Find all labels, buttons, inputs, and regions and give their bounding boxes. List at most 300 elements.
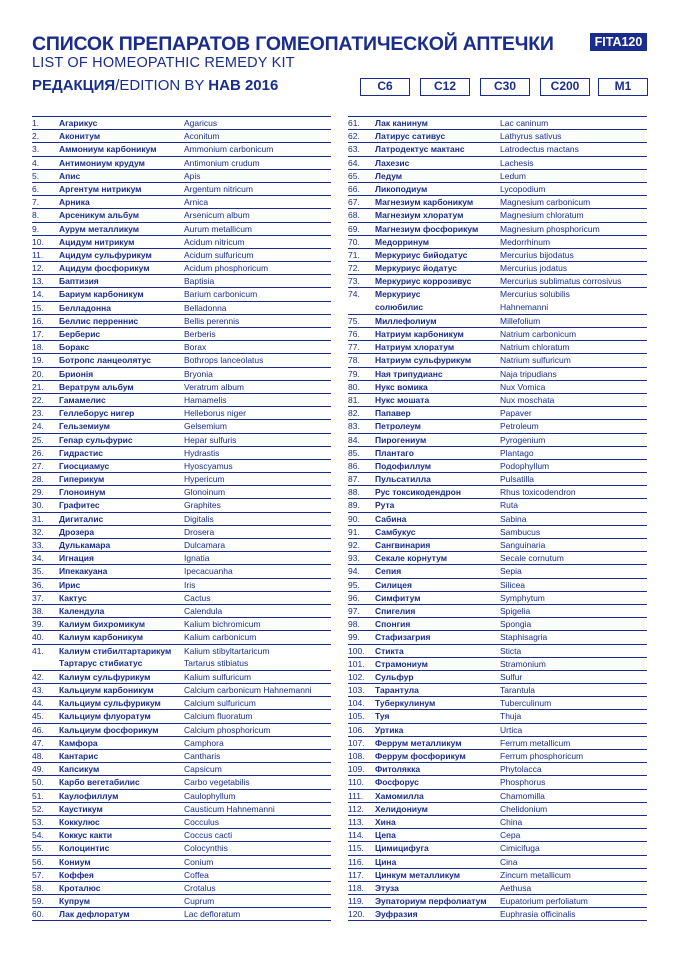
remedy-number: 39. [32,619,44,630]
remedy-name-latin: Latrodectus mactans [500,144,579,155]
remedy-name-ru: Гельземиум [59,421,110,432]
remedy-row [32,539,331,552]
remedy-name-ru: Игнация [59,553,94,564]
remedy-number: 120. [348,909,365,920]
remedy-name-ru: Стафизагрия [375,632,431,643]
remedy-number: 99. [348,632,360,643]
remedy-name-ru: Меркуриус йодатус [375,263,457,274]
remedy-number: 46. [32,724,44,735]
remedy-name-latin: Pulsatilla [500,474,535,485]
remedy-number: 97. [348,605,360,616]
remedy-name-ru: Арника [59,197,90,208]
remedy-name-ru: Дулькамара [59,540,111,550]
remedy-name-latin: Calcium phosphoricum [184,724,271,735]
remedy-name-ru: Латирус сативус [375,131,446,142]
remedy-row [348,618,647,631]
remedy-row [348,288,647,314]
remedy-number: 114. [348,830,364,841]
remedy-name-ru: Страмониум [375,658,428,669]
remedy-name-ru: Калиум бихромикум [59,619,146,630]
remedy-name-ru: Сульфур [375,671,414,682]
remedy-number: 64. [348,157,360,168]
remedy-number: 102. [348,671,365,682]
remedy-row [348,460,647,473]
remedy-number: 88. [348,487,360,498]
remedy-name-latin: Coffea [184,869,209,880]
remedy-name-ru: Эуфразия [375,909,418,920]
remedy-number: 30. [32,500,44,511]
remedy-number: 63. [348,144,360,155]
remedy-number: 89. [348,500,360,511]
remedy-name-latin: Nux Vomica [500,381,546,392]
potency-m1: M1 [598,78,648,96]
remedy-name-ru: Коффея [59,869,94,880]
remedy-name-latin: Hydrastis [184,447,220,458]
remedy-number: 41. [32,645,44,656]
remedy-name-latin: Mercurius jodatus [500,263,568,274]
remedy-number: 43. [32,685,44,696]
page-subtitle: LIST OF HOMEOPATHIC REMEDY KIT [32,55,295,71]
remedy-row [32,816,331,829]
remedy-number: 93. [348,553,360,564]
remedy-name-ru: Камфора [59,737,98,748]
remedy-name-latin: Symphytum [500,592,545,603]
remedy-name-ru: Калиум стибилтартарикум Тартарус стибиатус [59,645,172,668]
remedy-row [32,302,331,315]
remedy-number: 17. [32,329,44,339]
remedy-name-ru: Фитолякка [375,764,421,775]
remedy-name-latin: Argentum nitricum [184,183,253,194]
remedy-row [32,552,331,565]
remedy-name-latin: Hepar sulfuris [184,434,237,445]
remedy-name-ru: Папавер [375,408,411,419]
remedy-number: 119. [348,896,364,907]
remedy-row [348,605,647,618]
remedy-name-latin: Kalium carbonicum [184,632,257,643]
remedy-name-latin: Eupatorium perfoliatum [500,896,588,907]
remedy-row [348,895,647,908]
remedy-name-ru: Лак дефлоратум [59,909,130,920]
remedy-number: 51. [32,790,44,801]
remedy-name-latin: Calcium sulfuricum [184,698,256,709]
remedy-row [348,420,647,433]
remedy-name-ru: Петролеум [375,421,421,432]
remedy-name-ru: Хамомилла [375,790,424,801]
remedy-number: 73. [348,276,360,287]
remedy-name-latin: Ignatia [184,553,210,564]
remedy-name-latin: Millefolium [500,315,541,326]
remedy-row [348,170,647,183]
remedy-row [348,447,647,460]
remedy-name-ru: Феррум металликум [375,737,462,748]
remedy-name-ru: Кониум [59,856,91,867]
remedy-name-latin: China [500,816,523,827]
remedy-name-ru: Самбукус [375,526,416,537]
remedy-name-latin: Apis [184,170,201,181]
remedy-row [32,157,331,170]
remedy-row [32,170,331,183]
remedy-row [348,882,647,895]
remedy-number: 49. [32,764,44,775]
remedy-number: 111. [348,790,364,801]
remedy-number: 15. [32,302,44,313]
remedy-row [348,539,647,552]
remedy-number: 33. [32,540,44,550]
remedy-name-ru: Нукс вомика [375,381,428,392]
remedy-name-latin: Zincum metallicum [500,869,571,880]
remedy-row [32,882,331,895]
remedy-row [348,130,647,143]
remedy-name-ru: Кальциум фосфорикум [59,724,159,735]
remedy-row [348,368,647,381]
remedy-name-latin: Belladonna [184,302,227,313]
edition-line [32,77,278,94]
remedy-name-ru: Ликоподиум [375,183,428,194]
remedy-row [348,763,647,776]
remedy-number: 65. [348,170,360,181]
remedy-number: 8. [32,210,40,221]
remedy-name-ru: Апис [59,170,81,181]
remedy-number: 82. [348,408,360,419]
remedy-row [32,460,331,473]
remedy-name-latin: Baptisia [184,276,215,287]
remedy-name-ru: Белладонна [59,302,111,313]
remedy-name-ru: Каулофиллум [59,790,119,801]
remedy-name-ru: Туберкулинум [375,698,436,709]
remedy-row [32,579,331,592]
remedy-number: 36. [32,579,44,590]
remedy-name-latin: Cimicifuga [500,843,540,854]
remedy-number: 90. [348,513,360,524]
remedy-row [348,315,647,328]
remedy-name-latin: Podophyllum [500,460,550,471]
remedy-name-latin: Calcium fluoratum [184,711,253,722]
remedy-name-latin: Acidum phosphoricum [184,263,269,274]
remedy-name-ru: Феррум фосфорикум [375,751,466,762]
remedy-name-latin: Bothrops lanceolatus [184,355,264,366]
remedy-name-latin: Kalium sulfuricum [184,671,252,682]
remedy-row [348,513,647,526]
remedy-row [348,790,647,803]
remedy-name-ru: Ледум [375,170,403,181]
remedy-name-ru: Бариум карбоникум [59,289,144,300]
remedy-number: 71. [348,249,360,260]
remedy-name-latin: Glonoinum [184,487,226,498]
remedy-name-ru: Калиум сульфурикум [59,671,151,682]
remedy-number: 50. [32,777,44,788]
remedy-number: 72. [348,263,360,274]
remedy-row [348,842,647,855]
remedy-name-latin: Phytolacca [500,764,542,775]
remedy-name-latin: Calendula [184,605,223,616]
remedy-number: 77. [348,342,360,353]
remedy-row [32,565,331,578]
remedy-row [32,618,331,631]
remedy-name-ru: Кальциум карбоникум [59,685,154,696]
remedy-list-right [348,116,647,921]
edition-hab: HAB 2016 [208,77,279,94]
remedy-name-ru: Карбо вегетабилис [59,777,140,788]
remedy-name-ru: Колоцинтис [59,843,110,854]
remedy-name-ru: Боракс [59,342,90,353]
remedy-row [348,473,647,486]
remedy-number: 52. [32,803,44,814]
remedy-row [32,394,331,407]
remedy-row [32,737,331,750]
remedy-name-ru: Гамамелис [59,394,106,405]
remedy-name-latin: Natrium sulfuricum [500,355,571,366]
remedy-name-latin: Natrium chloratum [500,342,570,353]
remedy-row [32,262,331,275]
remedy-number: 117. [348,869,364,880]
remedy-row [32,605,331,618]
remedy-number: 34. [32,553,44,564]
remedy-name-ru: Цинкум металликум [375,869,461,880]
remedy-name-latin: Petroleum [500,421,539,432]
remedy-number: 55. [32,843,44,854]
remedy-name-ru: Натриум сульфурикум [375,355,472,366]
remedy-name-ru: Коккус какти [59,830,113,841]
remedy-row [32,776,331,789]
remedy-name-ru: Кальциум флуоратум [59,711,151,722]
remedy-number: 78. [348,355,360,366]
remedy-name-latin: Berberis [184,329,216,339]
remedy-name-latin: Sticta [500,645,522,656]
remedy-number: 84. [348,434,360,445]
remedy-name-latin: Iris [184,579,196,590]
remedy-row [32,183,331,196]
remedy-row [348,183,647,196]
remedy-row [348,394,647,407]
remedy-name-ru: Уртика [375,724,404,735]
remedy-number: 1. [32,118,40,128]
remedy-name-ru: Ацидум сульфурикум [59,249,152,260]
remedy-name-latin: Ferrum metallicum [500,737,571,748]
remedy-name-latin: Secale cornutum [500,553,564,564]
remedy-row [348,209,647,222]
remedy-row [348,341,647,354]
remedy-number: 116. [348,856,364,867]
remedy-name-ru: Ипекакуана [59,566,108,577]
remedy-row [32,592,331,605]
remedy-number: 61. [348,118,360,128]
remedy-row [32,750,331,763]
remedy-name-latin: Cepa [500,830,521,841]
remedy-name-ru: Нукс мошата [375,394,430,405]
remedy-number: 104. [348,698,365,709]
remedy-name-latin: Colocynthis [184,843,228,854]
remedy-number: 2. [32,131,40,142]
remedy-name-latin: Phosphorus [500,777,546,788]
remedy-name-latin: Capsicum [184,764,222,775]
remedy-number: 100. [348,645,365,656]
remedy-name-ru: Натриум карбоникум [375,329,464,340]
remedy-name-latin: Natrium carbonicum [500,329,577,340]
remedy-number: 18. [32,342,44,353]
remedy-name-latin: Hypericum [184,474,225,485]
remedy-row [348,816,647,829]
remedy-name-ru: Аммониум карбоникум [59,144,157,155]
remedy-number: 20. [32,368,44,379]
remedy-name-latin: Antimonium crudum [184,157,260,168]
remedy-name-latin: Carbo vegetabilis [184,777,250,788]
remedy-name-latin: Lachesis [500,157,534,168]
remedy-name-ru: Меркуриус бийодатус [375,249,468,260]
remedy-row [348,803,647,816]
remedy-row [348,407,647,420]
remedy-row [348,143,647,156]
remedy-name-latin: Lathyrus sativus [500,131,562,142]
remedy-name-latin: Dulcamara [184,540,226,550]
remedy-name-latin: Bellis perennis [184,315,240,326]
remedy-number: 6. [32,183,40,194]
remedy-name-latin: Spigelia [500,605,531,616]
remedy-name-ru: Гидрастис [59,447,103,458]
remedy-row [348,579,647,592]
remedy-name-latin: Gelsemium [184,421,227,432]
remedy-name-latin: Aethusa [500,882,532,893]
remedy-name-ru: Магнезиум карбоникум [375,197,474,208]
remedy-row [32,697,331,710]
remedy-number: 10. [32,236,44,247]
remedy-name-ru: Плантаго [375,447,414,458]
remedy-name-ru: Ная трипудианс [375,368,443,379]
remedy-name-latin: Sepia [500,566,522,577]
remedy-number: 9. [32,223,40,234]
remedy-number: 7. [32,197,40,208]
remedy-number: 53. [32,816,44,827]
remedy-number: 80. [348,381,360,392]
remedy-name-ru: Сепия [375,566,402,577]
remedy-number: 24. [32,421,44,432]
remedy-row [348,499,647,512]
remedy-number: 21. [32,381,44,392]
remedy-row [32,473,331,486]
remedy-name-latin: Sulfur [500,671,523,682]
remedy-row [32,288,331,301]
remedy-row [348,196,647,209]
remedy-number: 105. [348,711,365,722]
remedy-name-latin: Cantharis [184,751,221,762]
remedy-name-ru: Аргентум нитрикум [59,183,142,194]
remedy-row [32,645,331,671]
remedy-name-latin: Naja tripudians [500,368,557,379]
remedy-name-ru: Магнезиум хлоратум [375,210,464,221]
remedy-name-ru: Фосфорус [375,777,419,788]
remedy-row [32,895,331,908]
remedy-name-latin: Ipecacuanha [184,566,233,577]
remedy-row [348,249,647,262]
remedy-name-ru: Вератрум альбум [59,381,134,392]
remedy-row [32,315,331,328]
remedy-name-ru: Тарантула [375,685,419,696]
remedy-name-latin: Mercurius solubilis Hahnemanni [500,289,570,312]
edition-ru: РЕДАКЦИЯ [32,77,116,94]
remedy-name-ru: Кантарис [59,751,99,762]
remedy-row [32,434,331,447]
remedy-name-ru: Аконитум [59,131,101,142]
remedy-number: 85. [348,447,360,458]
remedy-number: 62. [348,131,360,142]
remedy-number: 37. [32,592,44,603]
remedy-number: 101. [348,658,365,669]
remedy-row [348,658,647,671]
remedy-name-ru: Кактус [59,592,87,603]
remedy-row [32,526,331,539]
remedy-number: 11. [32,249,44,260]
remedy-name-ru: Баптизия [59,276,99,287]
remedy-row [32,236,331,249]
remedy-row [348,684,647,697]
remedy-name-latin: Papaver [500,408,532,419]
potency-c30: C30 [480,78,530,96]
remedy-number: 16. [32,315,44,326]
remedy-number: 38. [32,605,44,616]
remedy-name-latin: Thuja [500,711,522,722]
remedy-number: 28. [32,474,44,485]
remedy-row [32,407,331,420]
remedy-name-ru: Каустикум [59,803,103,814]
remedy-name-ru: Ботропс ланцеолятус [59,355,152,366]
remedy-number: 29. [32,487,44,498]
remedy-name-ru: Кроталюс [59,882,101,893]
remedy-name-ru: Натриум хлоратум [375,342,455,353]
remedy-name-latin: Aurum metallicum [184,223,253,234]
remedy-name-latin: Conium [184,856,214,867]
remedy-name-latin: Silicea [500,579,526,590]
remedy-name-ru: Пульсатилла [375,474,431,485]
remedy-row [348,434,647,447]
remedy-name-latin: Bryonia [184,368,213,379]
remedy-name-ru: Аурум металликум [59,223,140,234]
remedy-name-latin: Calcium carbonicum Hahnemanni [184,685,312,696]
remedy-name-latin: Ammonium carbonicum [184,144,274,155]
remedy-number: 14. [32,289,44,300]
remedy-name-ru: Секале корнутум [375,553,447,564]
remedy-number: 113. [348,816,364,827]
remedy-name-latin: Barium carbonicum [184,289,258,300]
remedy-name-ru: Цимицифуга [375,843,429,854]
remedy-name-ru: Сабина [375,513,407,524]
remedy-number: 13. [32,276,44,287]
remedy-number: 54. [32,830,44,841]
remedy-row [32,763,331,776]
remedy-name-ru: Капсикум [59,764,100,775]
remedy-name-ru: Ацидум фосфорикум [59,263,150,274]
remedy-row [348,829,647,842]
remedy-name-latin: Camphora [184,737,224,748]
remedy-number: 67. [348,197,360,208]
remedy-number: 103. [348,685,365,696]
remedy-row [348,856,647,869]
remedy-row [348,486,647,499]
remedy-row [32,842,331,855]
remedy-name-ru: Этуза [375,882,399,893]
edition-separator: /EDITION BY [115,77,209,94]
remedy-number: 47. [32,737,44,748]
remedy-name-ru: Ацидум нитрикум [59,236,135,247]
remedy-name-ru: Дигиталис [59,513,104,524]
remedy-number: 69. [348,223,360,234]
remedy-number: 23. [32,408,44,419]
remedy-name-latin: Cactus [184,592,211,603]
remedy-row [348,697,647,710]
remedy-name-latin: Hamamelis [184,394,227,405]
remedy-row [32,724,331,737]
remedy-row [32,117,331,130]
remedy-number: 115. [348,843,364,854]
remedy-name-ru: Гиосциамус [59,460,110,471]
